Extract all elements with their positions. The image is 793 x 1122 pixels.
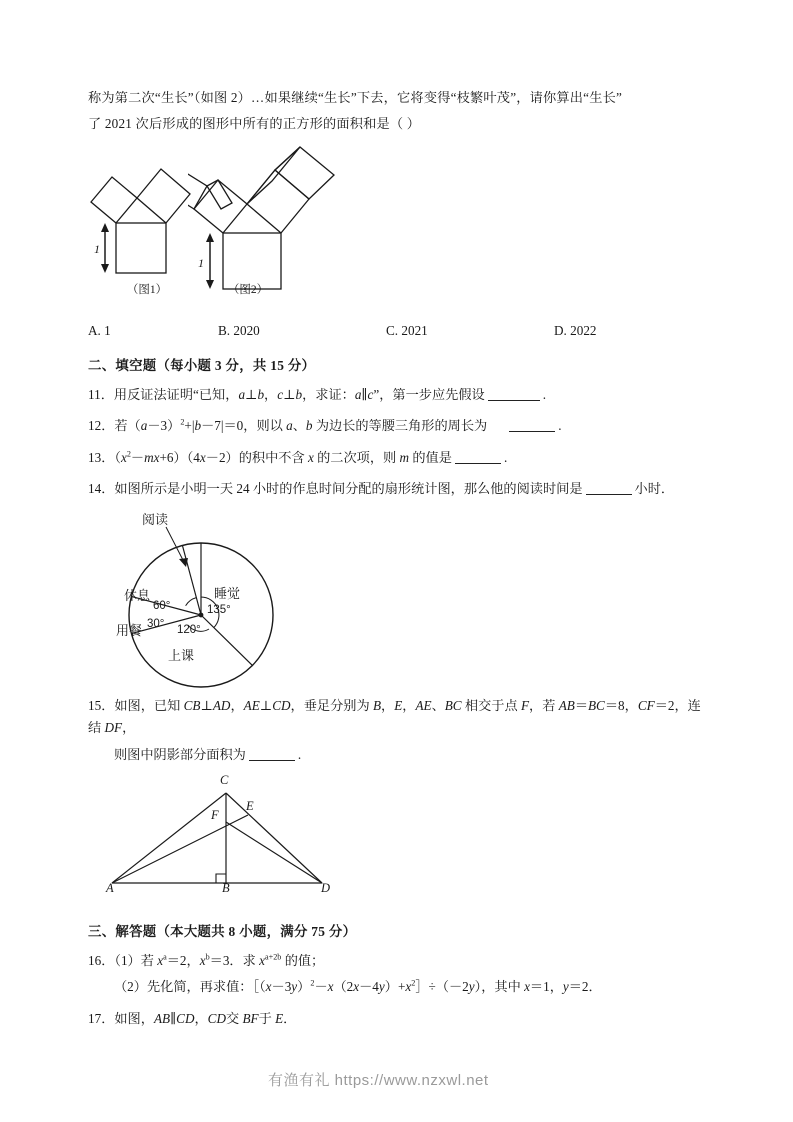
point-label-e: E: [246, 798, 254, 813]
q11-text-b: ，求证：: [302, 386, 355, 402]
q15-seg-cf: CF: [637, 697, 655, 713]
q12-v3: a: [286, 418, 293, 434]
question-11: 11．用反证法证明“已知，a⊥b，c⊥b，求证：a∥c”，第一步应先假设 .: [88, 386, 547, 402]
question-15-line-2: 则图中阴影部分面积为 .: [114, 746, 302, 762]
q17-seg-ab: AB: [153, 1010, 171, 1026]
angle-label-sleep: 135°: [207, 603, 231, 616]
q16-p2-lead: （2）先化简，再求值：［（: [114, 979, 266, 995]
q15-pt-f: F: [520, 697, 530, 713]
q14-text-b: 小时．: [634, 481, 675, 497]
section-2-heading: 二、填空题（每小题 3 分，共 15 分）: [88, 357, 316, 373]
q16-p1-tail: 的值；: [281, 952, 325, 968]
q13-number: 13．: [88, 449, 115, 465]
q15-perp-2: ⊥: [259, 697, 273, 713]
q13-v3: x: [199, 449, 206, 465]
site-watermark: 有渔有礼 https://www.nzxwl.net: [268, 1072, 489, 1089]
q15-eq2: ＝8，: [604, 697, 638, 713]
q15-seg-cb: CB: [183, 697, 201, 713]
q15-seg-ae2: AE: [415, 697, 432, 713]
q15-seg-bc2: BC: [588, 697, 605, 713]
q10-line2: 了 2021 次后形成的图形中所有的正方形的面积和是（ ）: [88, 116, 421, 132]
q12-answer-blank[interactable]: [509, 431, 555, 432]
q14-number: 14．: [88, 481, 115, 497]
q15-c3: ，: [381, 697, 395, 713]
q16-p2-m3: －: [314, 979, 328, 995]
q11-parallel: ∥: [361, 386, 368, 402]
q15-eq3: ＝2，连结: [88, 697, 701, 736]
question-13: 13．$(x^2-mx+6)(4x-2)$的积中不含 x 的二次项，则 m 的值是 .: [88, 449, 508, 465]
q16-p1-v3: x: [259, 952, 265, 968]
point-label-f: F: [211, 807, 219, 822]
q11-perp-2: ⊥: [283, 386, 296, 402]
page-content: [88, 88, 708, 1039]
choice-b-text: 2020: [233, 322, 260, 338]
q15-pt-b: B: [372, 697, 381, 713]
q16-p1-v1: x: [157, 952, 164, 968]
q13-mid3: －2）的积中不含: [205, 449, 308, 465]
q11-var-a: a: [238, 386, 246, 402]
q17-lead: 如图，: [114, 1010, 154, 1026]
q15-seg-bc: BC: [444, 697, 462, 713]
q13-v1: x: [120, 449, 127, 465]
section-3-heading: 三、解答题（本大题共 8 小题，满分 75 分）: [88, 923, 357, 939]
q13-mid1: －: [130, 449, 145, 465]
q13-v2: mx: [144, 449, 160, 465]
q11-var-b: b: [257, 386, 265, 402]
q16-p2-m5: －4: [359, 979, 379, 995]
q15-seg-cd: CD: [272, 697, 291, 713]
q15-c1: ，: [230, 697, 244, 713]
q13-sup1: 2: [126, 449, 131, 459]
q10-line1: 称为第二次“生长”（如图 2）…如果继续“生长”下去，它将变得“枝繁叶茂”，请你算出“生长”: [88, 90, 623, 105]
q11-answer-blank[interactable]: [488, 400, 540, 401]
q11-perp-1: ⊥: [245, 386, 258, 402]
q16-number: 16．: [88, 952, 115, 968]
question-12: 12．若$(a-3)^2+|b-7|=0$，则以 a、b 为边长的等腰三角形的周长为 .: [88, 417, 562, 434]
question-16-part-2: [88, 976, 708, 998]
pythagoras-tree-figure-2: [188, 141, 528, 291]
q15-c5: 、: [431, 697, 445, 713]
q12-lead: 若（: [114, 418, 141, 434]
q16-p1-v2: x: [199, 952, 206, 968]
q10-figures: [88, 141, 708, 313]
q11-number: 11．: [88, 386, 114, 402]
q13-mid5: 的值是: [409, 449, 452, 465]
q15-c2: ，垂足分别为: [290, 697, 373, 713]
q11-var-a2: a: [354, 386, 362, 402]
q16-p2-m1: －3: [271, 979, 292, 995]
q15-seg-df: DF: [104, 720, 123, 736]
q17-m2: 于: [258, 1010, 276, 1026]
q15-seg-ad: AD: [212, 697, 231, 713]
q11-var-b2: b: [295, 386, 303, 402]
choice-a[interactable]: [88, 323, 218, 339]
pie-label-reading: 阅读: [142, 511, 169, 527]
q15-perp-1: ⊥: [200, 697, 213, 713]
reading-callout-line: [166, 527, 184, 562]
q17-pt-e: E: [275, 1010, 284, 1026]
q11-text-a: 用反证法证明“已知，: [113, 386, 239, 402]
choice-d-text: 2022: [570, 322, 597, 338]
q15-answer-blank[interactable]: [249, 760, 295, 761]
q12-v2: b: [194, 418, 202, 434]
q11-var-c: c: [277, 386, 284, 402]
q17-m3: ．: [283, 1010, 297, 1026]
question-14: [88, 478, 708, 500]
pie-radius-sleep-class: [201, 615, 253, 666]
q12-v4: b: [305, 418, 313, 434]
q15-c8: ，: [122, 720, 136, 736]
q12-mid2: +|: [184, 418, 195, 434]
question-15-line-1: [88, 695, 708, 740]
q13-lead: （: [114, 449, 121, 465]
dimension-arrow-1: [101, 223, 109, 273]
q16-p2-v6: x: [405, 979, 412, 995]
question-16-part-1: [88, 950, 708, 972]
q16-p2-m4: （2: [333, 979, 354, 995]
pie-radius-rest-reading: [182, 545, 201, 615]
q16-p2-v5: y: [378, 979, 385, 995]
q13-answer-blank[interactable]: [455, 463, 501, 464]
point-label-c: C: [220, 772, 229, 787]
q10-choices: [88, 323, 708, 339]
q13-mid4: 的二次项，则: [313, 449, 400, 465]
q16-p1-sup1: a: [163, 952, 167, 962]
choice-c-key: C.: [386, 322, 399, 338]
choice-a-key: A.: [88, 322, 101, 338]
q15-eq1: ＝: [574, 697, 588, 713]
pie-center-dot: [199, 612, 204, 617]
choice-b-key: B.: [218, 322, 231, 338]
q16-p1-sup2: b: [205, 952, 210, 962]
q15-line2-text: 则图中阴影部分面积为: [114, 746, 246, 762]
choice-d[interactable]: [554, 323, 597, 339]
q16-p1-sup3: a+2b: [264, 952, 282, 962]
q12-mid3: －7|＝0，则以: [201, 418, 287, 434]
q16-p2-v3: x: [327, 979, 334, 995]
pie-label-class: 上课: [168, 647, 195, 663]
q16-p2-eq1: ＝1，: [529, 979, 563, 995]
q12-mid1: －3）: [147, 418, 181, 434]
q13-mid2: +6）（4: [159, 449, 200, 465]
q15-seg-ab: AB: [558, 697, 575, 713]
q15-triangle-figure: [98, 772, 708, 905]
choice-d-key: D.: [554, 322, 567, 338]
q16-p2-v8: x: [524, 979, 530, 995]
q17-seg-cd: CD: [176, 1010, 195, 1026]
q16-p1-eq2: ＝3．求: [209, 952, 260, 968]
q17-c1: ，: [194, 1010, 208, 1026]
q12-sup1: 2: [180, 417, 185, 427]
choice-b[interactable]: [218, 323, 386, 339]
angle-label-class: 120°: [177, 623, 201, 636]
pie-label-sleep: 睡觉: [214, 585, 241, 601]
q17-seg-cd2: CD: [207, 1010, 226, 1026]
q16-p2-v4: x: [353, 979, 360, 995]
q12-mid4: 、: [292, 418, 306, 434]
q16-p2-m8: ），其中: [474, 979, 525, 995]
q15-c6: 相交于点: [461, 697, 521, 713]
angle-label-rest: 60°: [153, 599, 171, 612]
q16-p2-m6: ）+: [384, 979, 406, 995]
point-label-d: D: [321, 880, 331, 895]
q16-p2-m2: ）: [297, 979, 311, 995]
q16-p1-eq1: ＝2，: [166, 952, 200, 968]
q17-m1: 交: [226, 1010, 243, 1026]
q15-c7: ，若: [529, 697, 559, 713]
q11-sep-1: ，: [264, 386, 278, 402]
q13-v4: x: [307, 449, 314, 465]
q17-number: 17．: [88, 1010, 115, 1026]
q15-seg-ae: AE: [243, 697, 260, 713]
angle-arc-rest: [186, 597, 197, 605]
q16-p2-m7: ］÷（－2: [415, 979, 469, 995]
q11-var-c2: c: [367, 386, 374, 402]
pie-label-meal: 用餐: [116, 622, 143, 638]
q16-p2-v2: y: [291, 979, 298, 995]
q17-parallel: ∥: [170, 1010, 177, 1026]
q15-c4: ，: [402, 697, 416, 713]
q16-p2-v1: x: [265, 979, 272, 995]
q15-lead: 如图，已知: [114, 697, 184, 713]
q12-mid5: 为边长的等腰三角形的周长为: [312, 418, 488, 434]
point-label-b: B: [222, 880, 230, 895]
q17-seg-bf: BF: [242, 1010, 259, 1026]
q16-p2-eq2: ＝2．: [568, 979, 602, 995]
fig2-side-label: 1: [198, 255, 204, 270]
q15-pt-e: E: [394, 697, 403, 713]
q14-text-a: 如图所示是小明一天 24 小时的作息时间分配的扇形统计图，那么他的阅读时间是: [114, 481, 583, 497]
q15-number: 15．: [88, 697, 115, 713]
q12-number: 12．: [88, 418, 115, 434]
choice-c[interactable]: [386, 323, 554, 339]
point-label-a: A: [106, 880, 114, 895]
q16-p2-sup2: 2: [411, 979, 416, 989]
q16-p2-v9: y: [562, 979, 569, 995]
question-17: [88, 1008, 708, 1030]
pie-chart-figure: [106, 505, 708, 695]
choice-a-text: 1: [104, 322, 111, 338]
reading-callout-arrowhead: [179, 558, 188, 567]
fig2-caption: （图2）: [227, 283, 269, 296]
fig1-side-label: 1: [94, 241, 100, 256]
q16-p2-sup1: 2: [310, 979, 315, 989]
q11-text-c: ”，第一步应先假设: [373, 386, 485, 402]
q14-answer-blank[interactable]: [586, 494, 632, 495]
q16-p2-v7: y: [468, 979, 475, 995]
q12-v1: a: [140, 418, 148, 434]
q13-v5: m: [399, 449, 410, 465]
q16-p1-lead: （1）若: [114, 952, 158, 968]
fig1-caption: （图1）: [126, 283, 168, 296]
pie-label-rest: 休息: [124, 587, 151, 603]
choice-c-text: 2021: [401, 322, 428, 338]
angle-label-meal: 30°: [147, 617, 165, 630]
